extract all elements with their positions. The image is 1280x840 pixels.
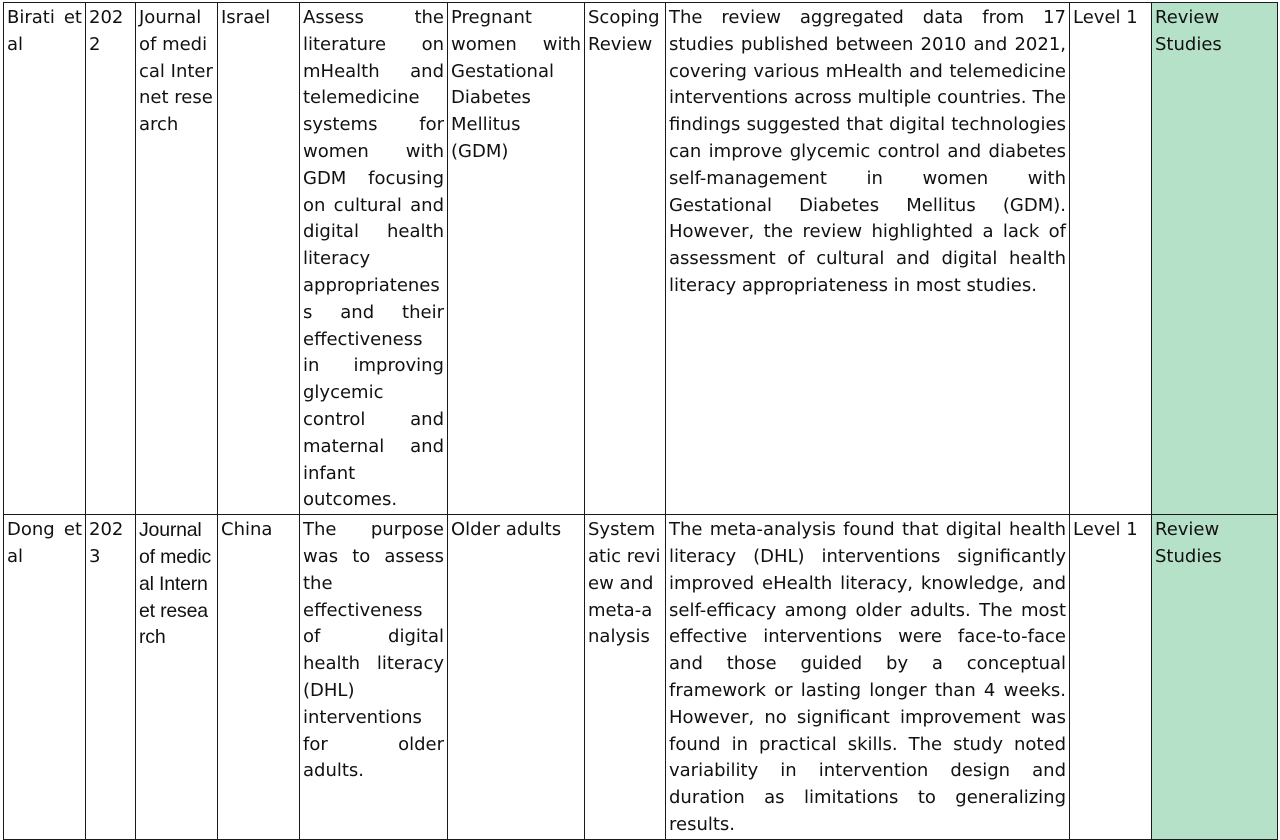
country-cell: Israel — [218, 3, 300, 515]
author-cell: Dong et al — [4, 515, 86, 840]
evidence-level-cell: Level 1 — [1070, 515, 1152, 840]
category-cell: Review Studies — [1152, 515, 1278, 840]
aim-cell: The purpose was to assess the effectiveness of digital health literacy (DHL) interventions for older adults. — [300, 515, 448, 840]
category-cell: Review Studies — [1152, 3, 1278, 515]
table-row — [4, 3, 1278, 515]
table-row — [4, 515, 1278, 840]
population-cell: Older adults — [448, 515, 585, 840]
journal-cell: Journal of medical Internet research — [136, 515, 218, 840]
evidence-level-cell: Level 1 — [1070, 3, 1152, 515]
year-cell: 2022 — [86, 3, 136, 515]
findings-cell: The review aggregated data from 17 studies published between 2010 and 2021, covering various mHealth and telemedicine interventions across multiple countries. The findings suggested that digital technologies can improve glycemic control and diabetes self-management in women with Gestational Diabetes Mellitus (GDM). However, the review highlighted a lack of assessment of cultural and digital health literacy appropriateness in most studies. — [666, 3, 1070, 515]
design-cell: Scoping Review — [585, 3, 666, 515]
design-cell: Systematic review and meta-analysis — [585, 515, 666, 840]
aim-cell: Assess the literature on mHealth and telemedicine systems for women with GDM focusing on cultural and digital health literacy appropriateness and their effectiveness in improving glycemic control and maternal and infant outcomes. — [300, 3, 448, 515]
findings-cell: The meta-analysis found that digital health literacy (DHL) interventions significantly improved eHealth literacy, knowledge, and self-efficacy among older adults. The most effective interventions were face-to-face and those guided by a conceptual framework or lasting longer than 4 weeks. However, no significant improvement was found in practical skills. The study noted variability in intervention design and duration as limitations to generalizing results. — [666, 515, 1070, 840]
year-cell: 2023 — [86, 515, 136, 840]
journal-cell: Journal of medical Internet research — [136, 3, 218, 515]
author-cell: Birati et al — [4, 3, 86, 515]
country-cell: China — [218, 515, 300, 840]
population-cell: Pregnant women with Gestational Diabetes Mellitus (GDM) — [448, 3, 585, 515]
literature-review-table — [3, 2, 1278, 840]
